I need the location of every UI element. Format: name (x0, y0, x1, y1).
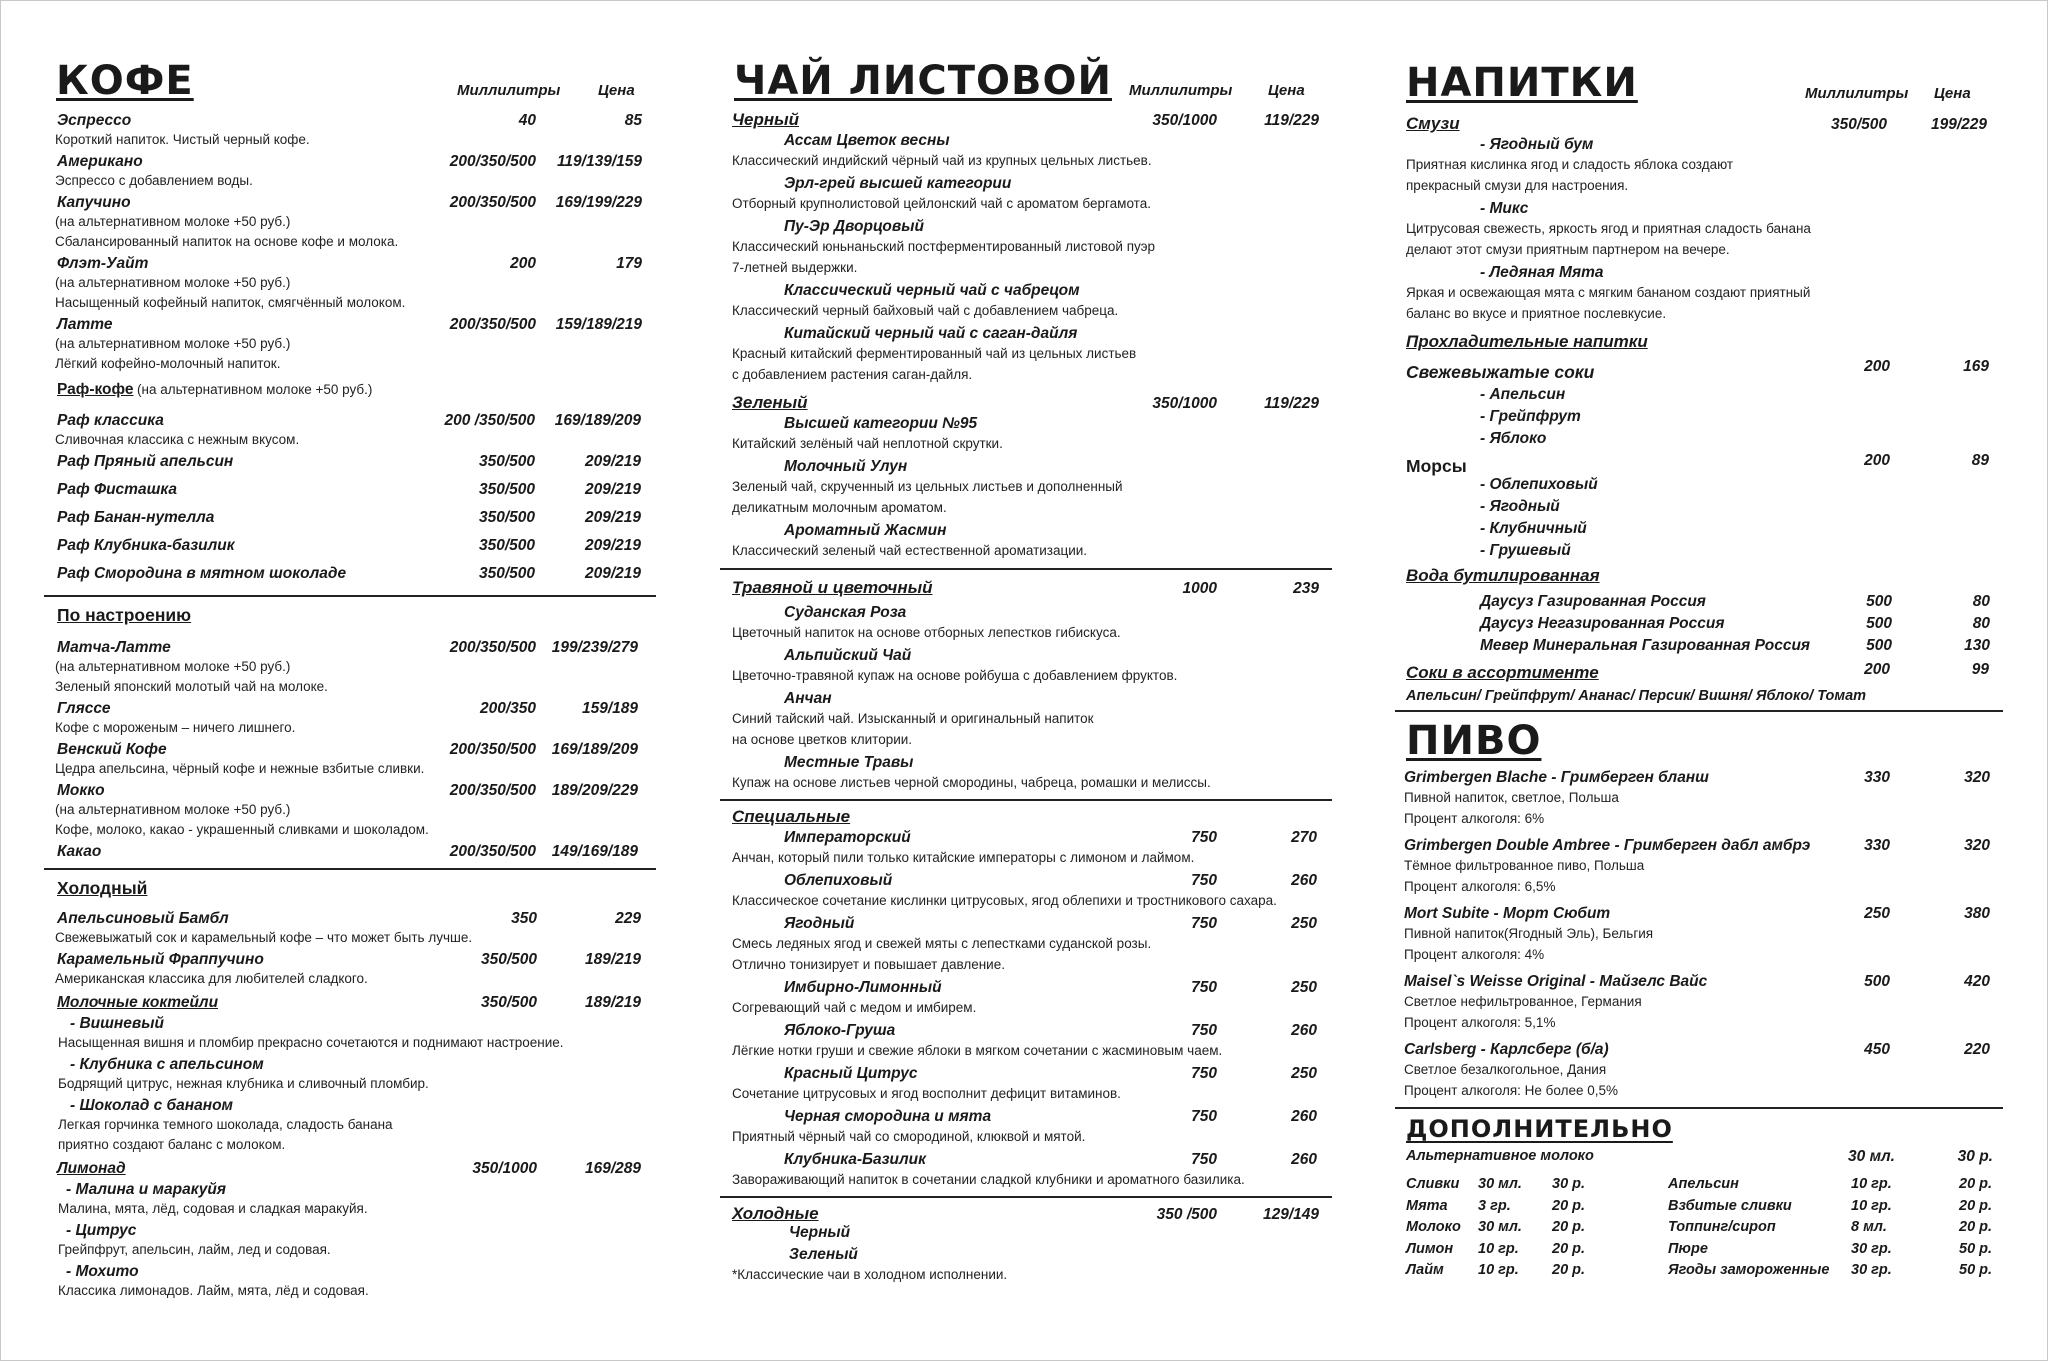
section-price: 169 (1963, 358, 1989, 375)
extra-name: Топпинг/сироп (1668, 1219, 1776, 1235)
menu-item-volume: 500 (1866, 593, 1892, 610)
tea-name: Альпийский Чай (784, 647, 912, 664)
section-price: 99 (1971, 661, 1989, 678)
menu-item-volume: 330 (1864, 837, 1890, 854)
menu-item-desc: делают этот смузи приятным партнером на вечере. (1406, 242, 1730, 257)
menu-item-price: 80 (1972, 593, 1990, 610)
extra-name: Пюре (1668, 1240, 1708, 1257)
mors-name: - Клубничный (1480, 520, 1587, 537)
beer-name: Grimbergen Double Ambree - Гримберген дабл амбрэ (1404, 837, 1811, 854)
lemonade-name: - Цитрус (66, 1222, 137, 1239)
menu-item-volume: 200/350/500 (449, 843, 536, 860)
menu-item-desc: Классический зеленый чай естественной ароматизации. (732, 543, 1088, 558)
drinks-col-price: Цена (1934, 85, 1971, 102)
menu-item-volume: 40 (518, 112, 536, 129)
menu-item-name: Гляссе (57, 700, 111, 717)
menu-item-desc: Цедра апельсина, чёрный кофе и нежные взбитые сливки. (55, 761, 425, 776)
extra-price: 20 р. (1959, 1219, 1993, 1235)
tea-name: Черная смородина и мята (784, 1108, 992, 1125)
cold-heading: Холодный (57, 878, 148, 898)
menu-item-volume: 350/1000 (472, 1160, 537, 1177)
menu-item-volume: 200/350/500 (449, 194, 536, 211)
section-price: 129/149 (1262, 1206, 1319, 1223)
menu-item-price: 260 (1291, 1151, 1317, 1168)
menu-item-volume: 200/350/500 (449, 153, 536, 170)
menu-item-desc: Процент алкоголя: Не более 0,5% (1404, 1083, 1619, 1098)
menu-item-desc: Свежевыжатый сок и карамельный кофе – что может быть лучше. (55, 930, 473, 945)
menu-item-price: 169/189/209 (551, 741, 638, 758)
menu-item-desc: Американская классика для любителей сладкого. (55, 971, 368, 986)
menu-item-price: 169/189/209 (554, 412, 641, 429)
menu-item-price: 229 (615, 910, 641, 927)
extra-name: Сливки (1406, 1176, 1460, 1192)
tea-name: Имбирно-Лимонный (784, 979, 942, 996)
menu-item-desc: Процент алкоголя: 4% (1404, 947, 1545, 962)
menu-item-name: Раф Пряный апельсин (57, 453, 234, 470)
mors-name: - Облепиховый (1480, 476, 1598, 493)
menu-item-volume: 200 /350/500 (444, 412, 535, 429)
menu-item-desc: Классическое сочетание кислинки цитрусовых, ягод облепихи и тростникового сахара. (732, 893, 1277, 908)
menu-item-name: Мокко (57, 782, 105, 799)
menu-item-price: 380 (1964, 905, 1990, 922)
lemonade-heading: Лимонад (57, 1160, 126, 1177)
menu-item-volume: 500 (1866, 637, 1892, 654)
menu-item-volume: 450 (1864, 1041, 1890, 1058)
menu-item-price: 159/189/219 (555, 316, 642, 333)
smoothie-heading: Смузи (1406, 114, 1460, 133)
shake-name: - Вишневый (70, 1015, 164, 1032)
section-divider (720, 1196, 1332, 1198)
menu-item-desc: Тёмное фильтрованное пиво, Польша (1404, 858, 1645, 873)
tea-title: ЧАЙ ЛИСТОВОЙ (734, 58, 1112, 104)
menu-item-desc: Процент алкоголя: 6,5% (1404, 879, 1556, 894)
water-heading: Вода бутилированная (1406, 566, 1600, 585)
milk-price: 30 р. (1957, 1148, 1993, 1165)
assort-list: Апельсин/ Грейпфрут/ Ананас/ Персик/ Вишня/ Яблоко/ Томат (1406, 688, 1867, 704)
menu-item-name: Апельсиновый Бамбл (57, 910, 229, 927)
tea-name: Ассам Цветок весны (784, 132, 950, 149)
menu-item-price: 149/169/189 (551, 843, 638, 860)
cold-tea-name: Черный (789, 1224, 851, 1241)
menu-item-volume: 750 (1191, 915, 1217, 932)
raf-heading: Раф-кофе (57, 381, 134, 398)
drinks-col-ml: Миллилитры (1805, 85, 1909, 102)
mood-heading: По настроению (57, 605, 192, 625)
extra-qty: 30 гр. (1851, 1240, 1892, 1257)
menu-item-name: Раф Фисташка (57, 481, 178, 498)
menu-item-volume: 750 (1191, 872, 1217, 889)
beer-name: Maisel`s Weisse Original - Майзелс Вайс (1404, 973, 1708, 990)
menu-item-desc: Грейпфрут, апельсин, лайм, лед и содовая. (58, 1242, 331, 1257)
cool-drinks-heading: Прохладительные напитки (1406, 332, 1648, 351)
menu-item-desc: Классический черный байховый чай с добавлением чабреца. (732, 303, 1119, 318)
menu-item-desc: Завораживающий напиток в сочетании сладкой клубники и ароматного базилика. (732, 1172, 1245, 1187)
mors-heading: Морсы (1406, 456, 1467, 476)
menu-item-price: 189/209/229 (551, 782, 638, 799)
section-volume: 350/1000 (1152, 395, 1217, 412)
menu-item-price: 189/219 (584, 994, 641, 1011)
coffee-col-ml: Миллилитры (457, 82, 561, 99)
menu-item-desc: приятно создают баланс с молоком. (58, 1137, 286, 1152)
menu-item-price: 250 (1291, 915, 1317, 932)
menu-item-volume: 200 (510, 255, 536, 272)
extra-price: 30 р. (1552, 1176, 1586, 1192)
extra-qty: 10 гр. (1851, 1197, 1892, 1214)
menu-item-desc: Отлично тонизирует и повышает давление. (732, 957, 1005, 972)
menu-item-desc: Отборный крупнолистовой цейлонский чай с ароматом бергамота. (732, 196, 1151, 211)
tea-name: Яблоко-Груша (784, 1022, 896, 1039)
menu-item-price: 260 (1291, 1022, 1317, 1039)
menu-item-desc: Бодрящий цитрус, нежная клубника и сливочный пломбир. (58, 1076, 429, 1091)
extra-price: 20 р. (1552, 1240, 1586, 1257)
menu-item-volume: 350/500 (478, 537, 535, 554)
cold-tea-note: *Классические чаи в холодном исполнении. (732, 1267, 1008, 1282)
menu-item-price: 270 (1291, 829, 1317, 846)
extra-price: 20 р. (1552, 1197, 1586, 1214)
menu-item-volume: 330 (1864, 769, 1890, 786)
assort-heading: Соки в ассортименте (1406, 663, 1599, 682)
tea-name: Молочный Улун (784, 458, 908, 475)
menu-item-desc: Лёгкий кофейно-молочный напиток. (55, 356, 281, 371)
menu-item-desc: Синий тайский чай. Изысканный и оригинальный напиток (732, 711, 1094, 726)
menu-item-name: Карамельный Фраппучино (57, 951, 264, 968)
extra-name: Апельсин (1668, 1176, 1739, 1192)
menu-item-desc: (на альтернативном молоке +50 руб.) (55, 275, 291, 290)
water-name: Даусуз Газированная Россия (1480, 593, 1706, 610)
menu-item-price: 250 (1291, 979, 1317, 996)
menu-item-desc: Малина, мята, лёд, содовая и сладкая маракуйя. (58, 1201, 368, 1216)
juice-name: - Яблоко (1480, 430, 1547, 447)
menu-item-desc: Светлое нефильтрованное, Германия (1404, 994, 1642, 1009)
tea-name: Местные Травы (784, 754, 914, 771)
menu-item-desc: Классический индийский чёрный чай из крупных цельных листьев. (732, 153, 1152, 168)
menu-item-volume: 350/500 (478, 565, 535, 582)
beer-name: Carlsberg - Карлсберг (б/а) (1404, 1041, 1609, 1058)
menu-item-name: Латте (57, 316, 113, 333)
section-divider (1395, 710, 2003, 712)
menu-item-desc: с добавлением растения саган-дайля. (732, 367, 973, 382)
menu-item-desc: Процент алкоголя: 6% (1404, 811, 1545, 826)
menu-item-price: 189/219 (584, 951, 641, 968)
cold-tea-heading: Холодные (732, 1204, 819, 1223)
tea-name: Клубника-Базилик (784, 1151, 926, 1168)
menu-item-volume: 200/350/500 (449, 741, 536, 758)
extra-qty: 30 мл. (1478, 1219, 1522, 1235)
menu-item-desc: Анчан, который пили только китайские императоры с лимоном и лаймом. (732, 850, 1195, 865)
menu-item-desc: Пивной напиток(Ягодный Эль), Бельгия (1404, 926, 1654, 941)
menu-item-volume: 750 (1191, 979, 1217, 996)
menu-item-price: 169/289 (584, 1160, 641, 1177)
menu-item-price: 260 (1291, 1108, 1317, 1125)
menu-item-volume: 200/350 (479, 700, 536, 717)
menu-item-price: 220 (1964, 1041, 1990, 1058)
menu-item-desc: Красный китайский ферментированный чай из цельных листьев (732, 346, 1137, 361)
extra-name: Взбитые сливки (1668, 1197, 1792, 1214)
section-price: 119/229 (1264, 112, 1319, 129)
cold-tea-name: Зеленый (789, 1246, 858, 1263)
menu-item-desc: Цитрусовая свежесть, яркость ягод и приятная сладость банана (1406, 221, 1811, 236)
water-name: Мевер Минеральная Газированная Россия (1480, 637, 1811, 654)
section-price: 89 (1971, 452, 1989, 469)
mors-name: - Ягодный (1480, 498, 1560, 515)
beer-name: Mort Subite - Морт Сюбит (1404, 905, 1611, 922)
menu-item-name: Какао (57, 843, 102, 860)
water-name: Даусуз Негазированная Россия (1480, 615, 1725, 632)
menu-item-desc: Китайский зелёный чай неплотной скрутки. (732, 436, 1003, 451)
menu-item-desc: Приятный чёрный чай со смородиной, клюквой и мятой. (732, 1129, 1086, 1144)
menu-item-volume: 350/500 (478, 453, 535, 470)
menu-item-price: 179 (616, 255, 642, 272)
tea-col-ml: Миллилитры (1129, 82, 1233, 99)
tea-name: Высшей категории №95 (784, 415, 978, 432)
menu-item-price: 169/199/229 (555, 194, 642, 211)
menu-item-desc: Зеленый японский молотый чай на молоке. (55, 679, 328, 694)
section-divider (720, 568, 1332, 570)
menu-item-price: 260 (1291, 872, 1317, 889)
menu-item-volume: 750 (1191, 829, 1217, 846)
drinks-title: НАПИТКИ (1406, 60, 1638, 106)
extra-qty: 8 мл. (1851, 1219, 1887, 1235)
menu-item-desc: на основе цветков клитории. (732, 732, 913, 747)
menu-item-price: 209/219 (584, 481, 641, 498)
tea-name: Красный Цитрус (784, 1065, 918, 1082)
coffee-column (0, 0, 680, 1361)
menu-item-desc: Купаж на основе листьев черной смородины, чабреца, ромашки и мелиссы. (732, 775, 1211, 790)
menu-item-desc: Классический юньнаньский постферментированный листовой пуэр (732, 239, 1156, 254)
menu-item-desc: Сбалансированный напиток на основе кофе и молока. (55, 234, 399, 249)
menu-item-volume: 350/500 (480, 951, 537, 968)
black-tea-heading: Черный (732, 110, 800, 129)
menu-item-desc: Короткий напиток. Чистый черный кофе. (55, 132, 310, 147)
menu-item-desc: 7-летней выдержки. (732, 260, 858, 275)
coffee-title: КОФЕ (56, 58, 194, 104)
raf-note: (на альтернативном молоке +50 руб.) (137, 382, 373, 397)
extra-name: Ягоды замороженные (1668, 1262, 1830, 1278)
extra-price: 20 р. (1552, 1219, 1586, 1235)
menu-item-desc: Смесь ледяных ягод и свежей мяты с лепестками суданской розы. (732, 936, 1152, 951)
menu-item-volume: 500 (1864, 973, 1890, 990)
tea-name: Китайский черный чай с саган-дайля (784, 325, 1078, 342)
menu-item-desc: Насыщенный кофейный напиток, смягчённый молоком. (55, 295, 406, 310)
tea-name: Суданская Роза (784, 604, 907, 621)
menu-item-desc: Приятная кислинка ягод и сладость яблока создают (1406, 157, 1734, 172)
section-price: 119/229 (1264, 395, 1319, 412)
menu-item-name: Раф Клубника-базилик (57, 537, 235, 554)
section-volume: 200 (1864, 661, 1890, 678)
extra-title: ДОПОЛНИТЕЛЬНО (1406, 1115, 1673, 1143)
menu-item-volume: 250 (1864, 905, 1890, 922)
extra-qty: 30 гр. (1851, 1262, 1892, 1278)
menu-item-desc: Цветочно-травяной купаж на основе ройбуша с добавлением фруктов. (732, 668, 1178, 683)
section-volume: 200 (1864, 358, 1890, 375)
tea-name: Императорский (784, 829, 911, 846)
menu-item-desc: деликатным молочным ароматом. (732, 500, 947, 515)
tea-col-price: Цена (1268, 82, 1305, 99)
coffee-col-price: Цена (598, 82, 635, 99)
section-volume: 200 (1864, 452, 1890, 469)
menu-item-price: 130 (1964, 637, 1990, 654)
menu-item-name: Матча-Латте (57, 639, 171, 656)
extra-price: 20 р. (1552, 1262, 1586, 1278)
tea-name: Анчан (784, 690, 832, 707)
extra-price: 20 р. (1959, 1197, 1993, 1214)
menu-item-desc: Эспрессо с добавлением воды. (55, 173, 253, 188)
section-volume: 350/1000 (1152, 112, 1217, 129)
section-divider (44, 868, 656, 870)
menu-item-desc: Классика лимонадов. Лайм, мята, лёд и содовая. (58, 1283, 369, 1298)
extra-price: 20 р. (1959, 1176, 1993, 1192)
menu-item-desc: Легкая горчинка темного шоколада, сладость банана (58, 1117, 393, 1132)
tea-name: Классический черный чай с чабрецом (784, 282, 1080, 299)
menu-item-desc: Кофе с мороженым – ничего лишнего. (55, 720, 296, 735)
extra-name: Лайм (1406, 1262, 1444, 1278)
menu-item-price: 320 (1964, 769, 1990, 786)
menu-item-name: Американо (57, 153, 143, 170)
menu-item-name: Венский Кофе (57, 741, 167, 758)
menu-item-desc: (на альтернативном молоке +50 руб.) (55, 214, 291, 229)
lemonade-name: - Мохито (66, 1263, 139, 1280)
section-volume: 1000 (1182, 580, 1217, 597)
menu-item-price: 159/189 (581, 700, 638, 717)
juice-name: - Апельсин (1480, 386, 1566, 403)
section-divider (1395, 1107, 2003, 1109)
menu-item-price: 320 (1964, 837, 1990, 854)
tea-name: Эрл-грей высшей категории (784, 175, 1012, 192)
special-tea-heading: Специальные (732, 807, 851, 826)
menu-item-desc: Насыщенная вишня и пломбир прекрасно сочетаются и поднимают настроение. (58, 1035, 564, 1050)
section-divider (44, 595, 656, 597)
menu-item-volume: 350/500 (480, 994, 537, 1011)
menu-item-name: Раф классика (57, 412, 164, 429)
green-tea-heading: Зеленый (732, 393, 808, 412)
menu-item-price: 199/239/279 (551, 639, 638, 656)
menu-item-desc: Сливочная классика с нежным вкусом. (55, 432, 300, 447)
lemonade-name: - Малина и маракуйя (66, 1181, 226, 1198)
menu-item-desc: баланс во вкусе и приятное послевкусие. (1406, 306, 1667, 321)
menu-item-volume: 350 (511, 910, 537, 927)
tea-column (720, 0, 1340, 1361)
menu-item-desc: Лёгкие нотки груши и свежие яблоки в мягком сочетании с жасминовым чаем. (732, 1043, 1223, 1058)
menu-item-price: 80 (1972, 615, 1990, 632)
section-volume: 350 /500 (1156, 1206, 1217, 1223)
herbal-tea-heading: Травяной и цветочный (732, 578, 933, 597)
menu-item-volume: 350/500 (478, 481, 535, 498)
tea-name: Ягодный (784, 915, 855, 932)
menu-item-desc: Светлое безалкогольное, Дания (1404, 1062, 1607, 1077)
juices-heading: Свежевыжатые соки (1406, 362, 1595, 382)
extra-qty: 10 гр. (1851, 1176, 1892, 1192)
menu-item-price: 250 (1291, 1065, 1317, 1082)
drinks-column (1390, 0, 2048, 1361)
menu-item-price: 209/219 (584, 509, 641, 526)
beer-title: ПИВО (1406, 718, 1542, 764)
menu-item-desc: (на альтернативном молоке +50 руб.) (55, 336, 291, 351)
menu-item-desc: Яркая и освежающая мята с мягким бананом создают приятный (1406, 285, 1811, 300)
shake-name: - Клубника с апельсином (70, 1056, 264, 1073)
menu-item-name: Раф Смородина в мятном шоколаде (57, 565, 347, 582)
menu-item-volume: 200/350/500 (449, 316, 536, 333)
tea-name: Ароматный Жасмин (784, 522, 947, 539)
menu-item-desc: Согревающий чай с медом и имбирем. (732, 1000, 977, 1015)
menu-item-desc: Сочетание цитрусовых и ягод восполнит дефицит витаминов. (732, 1086, 1121, 1101)
menu-item-volume: 350/500 (478, 509, 535, 526)
menu-item-name: Капучино (57, 194, 131, 211)
extra-name: Молоко (1406, 1219, 1461, 1235)
shakes-heading: Молочные коктейли (57, 994, 219, 1011)
tea-name: Облепиховый (784, 872, 893, 889)
menu-item-volume: 200/350/500 (449, 782, 536, 799)
menu-item-name: Раф Банан-нутелла (57, 509, 215, 526)
menu-item-volume: 500 (1866, 615, 1892, 632)
menu-item-desc: (на альтернативном молоке +50 руб.) (55, 802, 291, 817)
menu-item-price: 209/219 (584, 565, 641, 582)
milk-name: Альтернативное молоко (1406, 1148, 1594, 1164)
section-price: 199/229 (1930, 116, 1987, 133)
extra-name: Лимон (1406, 1240, 1454, 1257)
tea-name: Пу-Эр Дворцовый (784, 218, 924, 235)
milk-qty: 30 мл. (1848, 1148, 1895, 1165)
menu-item-price: 420 (1964, 973, 1990, 990)
menu-item-price: 85 (624, 112, 642, 129)
menu-item-volume: 200/350/500 (449, 639, 536, 656)
smoothie-name: - Ягодный бум (1480, 136, 1594, 153)
extra-qty: 30 мл. (1478, 1176, 1522, 1192)
menu-item-volume: 750 (1191, 1022, 1217, 1039)
extra-qty: 10 гр. (1478, 1240, 1519, 1257)
menu-item-desc: Процент алкоголя: 5,1% (1404, 1015, 1556, 1030)
mors-name: - Грушевый (1480, 542, 1571, 559)
smoothie-name: - Ледяная Мята (1480, 264, 1604, 281)
menu-item-name: Эспрессо (57, 112, 132, 129)
extra-price: 50 р. (1959, 1240, 1993, 1257)
extra-qty: 3 гр. (1478, 1197, 1511, 1214)
menu-item-price: 209/219 (584, 453, 641, 470)
smoothie-name: - Микс (1480, 200, 1529, 217)
menu-item-name: Флэт-Уайт (57, 255, 149, 272)
menu-item-volume: 750 (1191, 1108, 1217, 1125)
section-volume: 350/500 (1830, 116, 1887, 133)
menu-item-desc: Кофе, молоко, какао - украшенный сливками и шоколадом. (55, 822, 429, 837)
section-price: 239 (1293, 580, 1319, 597)
extra-qty: 10 гр. (1478, 1262, 1519, 1278)
menu-item-desc: Зеленый чай, скрученный из цельных листьев и дополненный (732, 479, 1123, 494)
extra-price: 50 р. (1959, 1262, 1993, 1278)
juice-name: - Грейпфрут (1480, 408, 1581, 425)
menu-item-volume: 750 (1191, 1151, 1217, 1168)
menu-item-desc: Пивной напиток, светлое, Польша (1404, 790, 1619, 805)
shake-name: - Шоколад с бананом (70, 1097, 234, 1114)
extra-name: Мята (1406, 1197, 1448, 1214)
beer-name: Grimbergen Blache - Гримберген бланш (1404, 769, 1709, 786)
section-divider (720, 799, 1332, 801)
menu-item-volume: 750 (1191, 1065, 1217, 1082)
menu-item-desc: (на альтернативном молоке +50 руб.) (55, 659, 291, 674)
menu-item-desc: Цветочный напиток на основе отборных лепестков гибискуса. (732, 625, 1121, 640)
menu-item-desc: прекрасный смузи для настроения. (1406, 178, 1629, 193)
menu-item-price: 119/139/159 (556, 153, 642, 170)
menu-item-price: 209/219 (584, 537, 641, 554)
